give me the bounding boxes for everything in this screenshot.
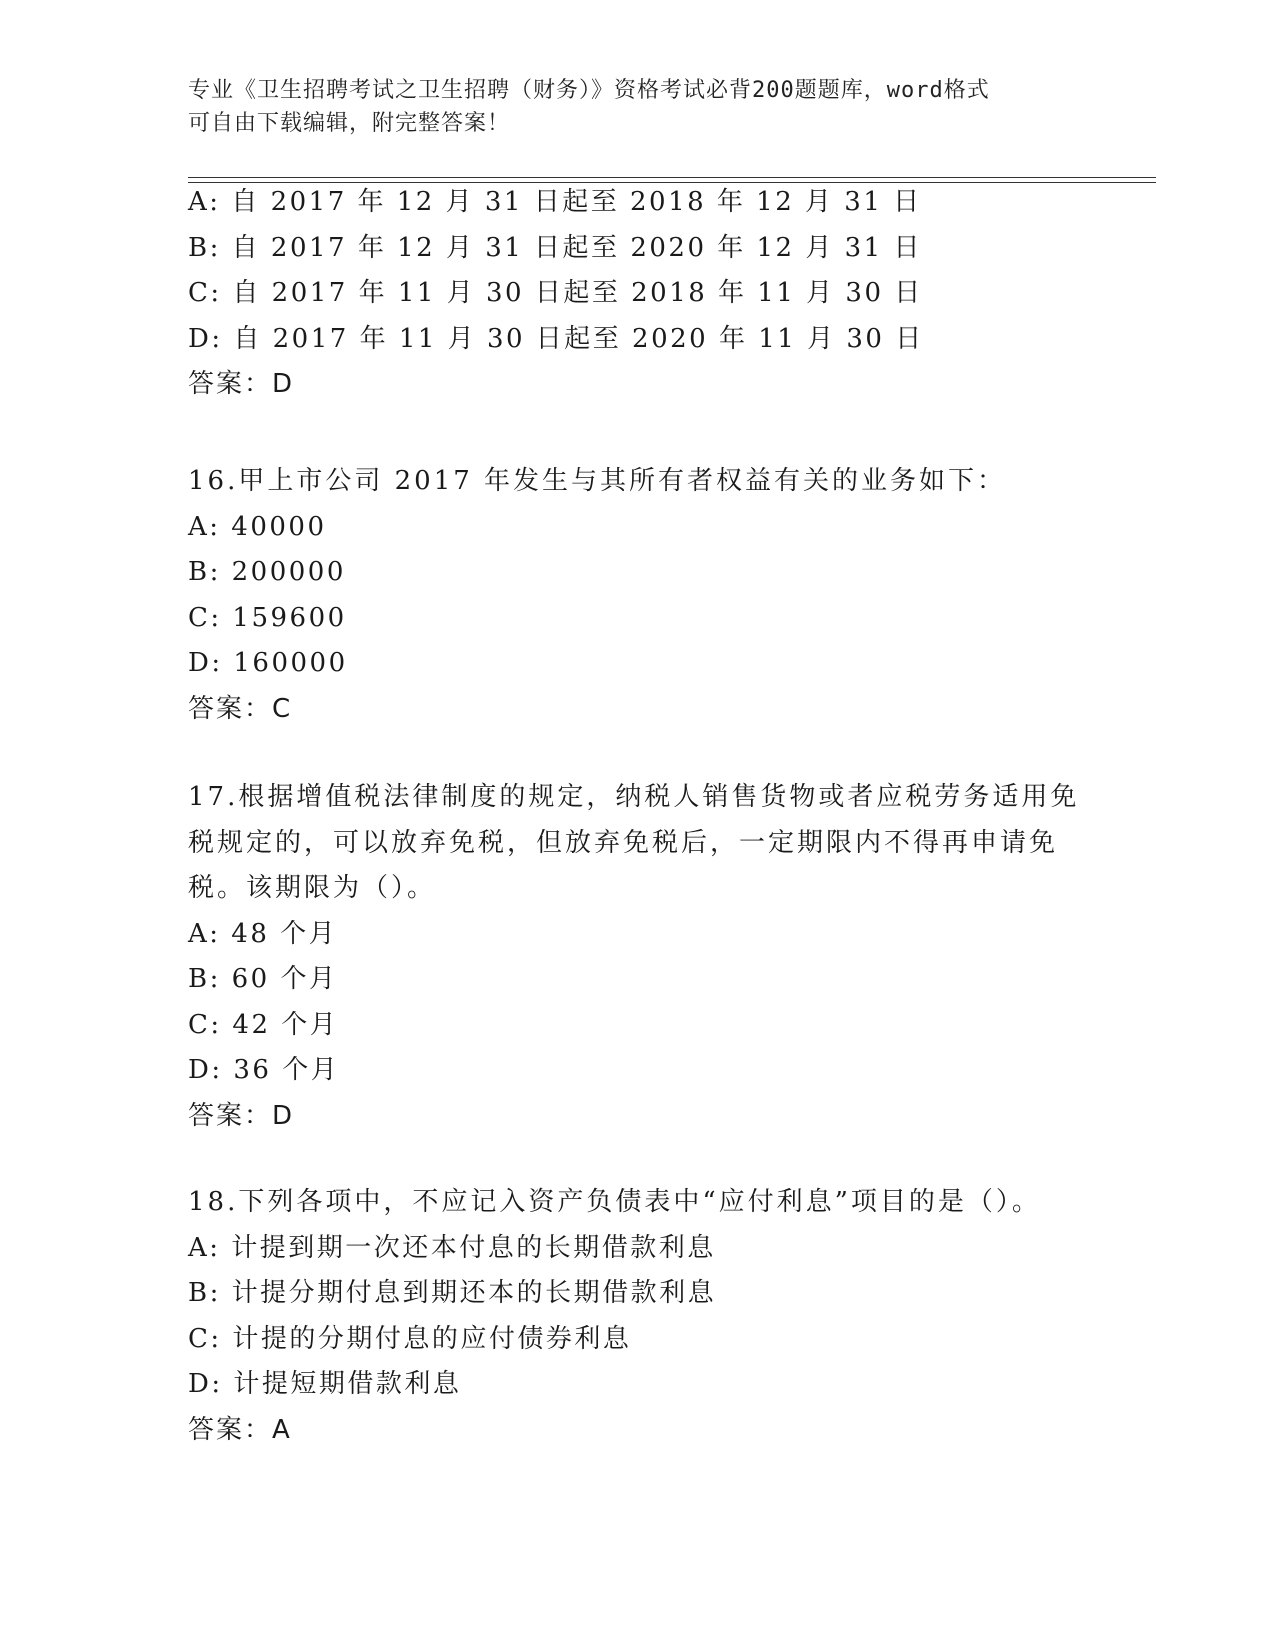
q15-option-a: A: 自 2017 年 12 月 31 日起至 2018 年 12 月 31 日: [188, 187, 922, 217]
q18-answer: 答案：A: [188, 1414, 292, 1445]
q15-option-b: B: 自 2017 年 12 月 31 日起至 2020 年 12 月 31 日: [188, 232, 922, 263]
q18-question: 18.下列各项中，不应记入资产负债表中“应付利息”项目的是（）。: [188, 1187, 1041, 1217]
question-15-block: [188, 180, 1088, 408]
q16-option-b: B: 200000: [188, 557, 346, 587]
q17-question-line-1: 17.根据增值税法律制度的规定，纳税人销售货物或者应税劳务适用免: [188, 782, 1080, 812]
q16-question: 16.甲上市公司 2017 年发生与其所有者权益有关的业务如下：: [188, 466, 1007, 496]
header-line-1: 专业《卫生招聘考试之卫生招聘（财务）》资格考试必背200题题库，word格式: [188, 78, 990, 103]
q16-option-c: C: 159600: [188, 602, 347, 633]
q17-option-b: B: 60 个月: [188, 964, 338, 994]
header-rule-top: [188, 177, 1156, 178]
question-18-block: [188, 1180, 1088, 1453]
q18-option-a: A: 计提到期一次还本付息的长期借款利息: [188, 1232, 716, 1263]
q17-answer: 答案：D: [188, 1100, 295, 1131]
document-header: [188, 74, 1068, 140]
q18-option-d: D: 计提短期借款利息: [188, 1369, 462, 1399]
q17-option-a: A: 48 个月: [188, 918, 338, 949]
q18-option-b: B: 计提分期付息到期还本的长期借款利息: [188, 1278, 717, 1308]
q15-option-d: D: 自 2017 年 11 月 30 日起至 2020 年 11 月 30 日: [188, 323, 924, 354]
q17-option-c: C: 42 个月: [188, 1009, 339, 1040]
q17-question-line-2: 税规定的，可以放弃免税，但放弃免税后，一定期限内不得再申请免: [188, 827, 1059, 858]
q17-question-line-3: 税。该期限为（）。: [188, 873, 437, 903]
q15-option-c: C: 自 2017 年 11 月 30 日起至 2018 年 11 月 30 日: [188, 278, 923, 308]
header-line-2: 可自由下载编辑，附完整答案！: [188, 111, 511, 136]
question-17-block: [188, 775, 1088, 1139]
q18-option-c: C: 计提的分期付息的应付债券利息: [188, 1323, 632, 1354]
q16-answer: 答案：C: [188, 693, 293, 724]
q16-option-a: A: 40000: [188, 511, 327, 542]
q16-option-d: D: 160000: [188, 648, 348, 678]
question-16-block: [188, 459, 1088, 732]
q15-answer: 答案：D: [188, 369, 295, 399]
q17-option-d: D: 36 个月: [188, 1055, 340, 1085]
